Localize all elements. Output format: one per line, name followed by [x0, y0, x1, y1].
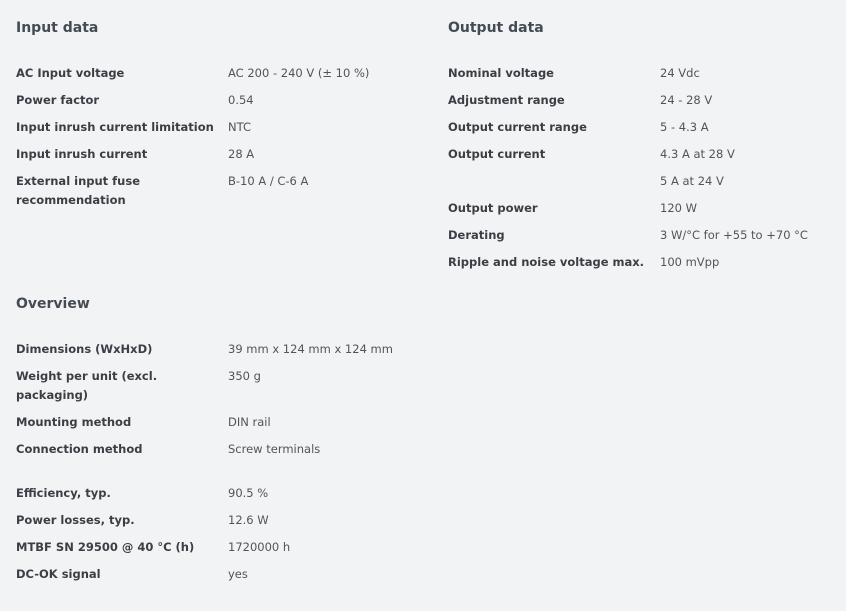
spec-label: External input fuse recommendation: [16, 174, 141, 207]
spec-row-nominal-voltage: [448, 64, 808, 83]
spec-row-weight: [16, 367, 393, 405]
spec-value: AC 200 - 240 V (± 10 %): [228, 66, 370, 80]
spec-label: Ripple and noise voltage max.: [448, 255, 645, 269]
spec-row-adjustment-range: [448, 91, 808, 110]
spec-row-power-losses: [16, 511, 393, 530]
overview-table: [16, 340, 393, 584]
spec-value: 5 A at 24 V: [660, 174, 724, 188]
spec-row-output-current-alt: [448, 172, 808, 191]
spec-label: Power factor: [16, 93, 100, 107]
spec-label: MTBF SN 29500 @ 40 °C (h): [16, 540, 195, 554]
spec-label: Output current range: [448, 120, 587, 134]
spec-row-derating: [448, 226, 808, 245]
spec-label: Input inrush current: [16, 147, 148, 161]
spec-value: DIN rail: [228, 415, 271, 429]
input-data-section: [16, 18, 369, 210]
spec-label: Nominal voltage: [448, 66, 554, 80]
spec-label: Dimensions (WxHxD): [16, 342, 153, 356]
spec-label: Output current: [448, 147, 546, 161]
spec-row-inrush-current: [16, 145, 369, 164]
spec-label: Power losses, typ.: [16, 513, 135, 527]
spec-row-power-factor: [16, 91, 369, 110]
spec-row-mtbf: [16, 538, 393, 557]
spec-label: Connection method: [16, 442, 143, 456]
spec-row-connection-method: [16, 440, 393, 459]
spec-row-output-power: [448, 199, 808, 218]
output-data-section: [448, 18, 808, 272]
spec-value: 100 mVpp: [660, 255, 720, 269]
spec-value: 0.54: [228, 93, 254, 107]
spec-value: 5 - 4.3 A: [660, 120, 709, 134]
spec-row-fuse-recommendation: [16, 172, 369, 210]
spec-label: AC Input voltage: [16, 66, 125, 80]
input-data-table: [16, 64, 369, 210]
spec-value: 24 Vdc: [660, 66, 700, 80]
spec-value: NTC: [228, 120, 251, 134]
spec-label: Derating: [448, 228, 505, 242]
spec-label: Adjustment range: [448, 93, 565, 107]
overview-section: [16, 294, 393, 584]
spec-value: 350 g: [228, 369, 261, 383]
spec-row-ripple-noise: [448, 253, 808, 272]
spec-row-dimensions: [16, 340, 393, 359]
spec-value: Screw terminals: [228, 442, 321, 456]
spec-label: Output power: [448, 201, 538, 215]
spec-value: 90.5 %: [228, 486, 269, 500]
output-data-title: Output data: [448, 20, 544, 36]
input-data-title: Input data: [16, 20, 99, 36]
spec-value: 4.3 A at 28 V: [660, 147, 735, 161]
spec-row-output-current: [448, 145, 808, 164]
spec-row-ac-input-voltage: [16, 64, 369, 83]
spec-value: 39 mm x 124 mm x 124 mm: [228, 342, 393, 356]
spec-row-output-current-range: [448, 118, 808, 137]
spec-value: 28 A: [228, 147, 255, 161]
overview-title: Overview: [16, 296, 90, 312]
spec-value: 3 W/°C for +55 to +70 °C: [660, 228, 808, 242]
spec-label: Efficiency, typ.: [16, 486, 111, 500]
spec-label: Input inrush current limitation: [16, 120, 214, 134]
spec-value: 24 - 28 V: [660, 93, 713, 107]
spec-row-efficiency: [16, 484, 393, 503]
spec-value: yes: [228, 567, 248, 581]
spec-label: Weight per unit (excl. packaging): [16, 369, 158, 402]
spec-row-dc-ok-signal: [16, 565, 393, 584]
output-data-table: [448, 64, 808, 272]
spec-label: DC-OK signal: [16, 567, 101, 581]
spec-label: Mounting method: [16, 415, 132, 429]
spec-row-inrush-limitation: [16, 118, 369, 137]
spec-value: 1720000 h: [228, 540, 291, 554]
spec-value: B-10 A / C-6 A: [228, 174, 309, 188]
spec-row-mounting-method: [16, 413, 393, 432]
spec-value: 120 W: [660, 201, 697, 215]
spec-value: 12.6 W: [228, 513, 269, 527]
